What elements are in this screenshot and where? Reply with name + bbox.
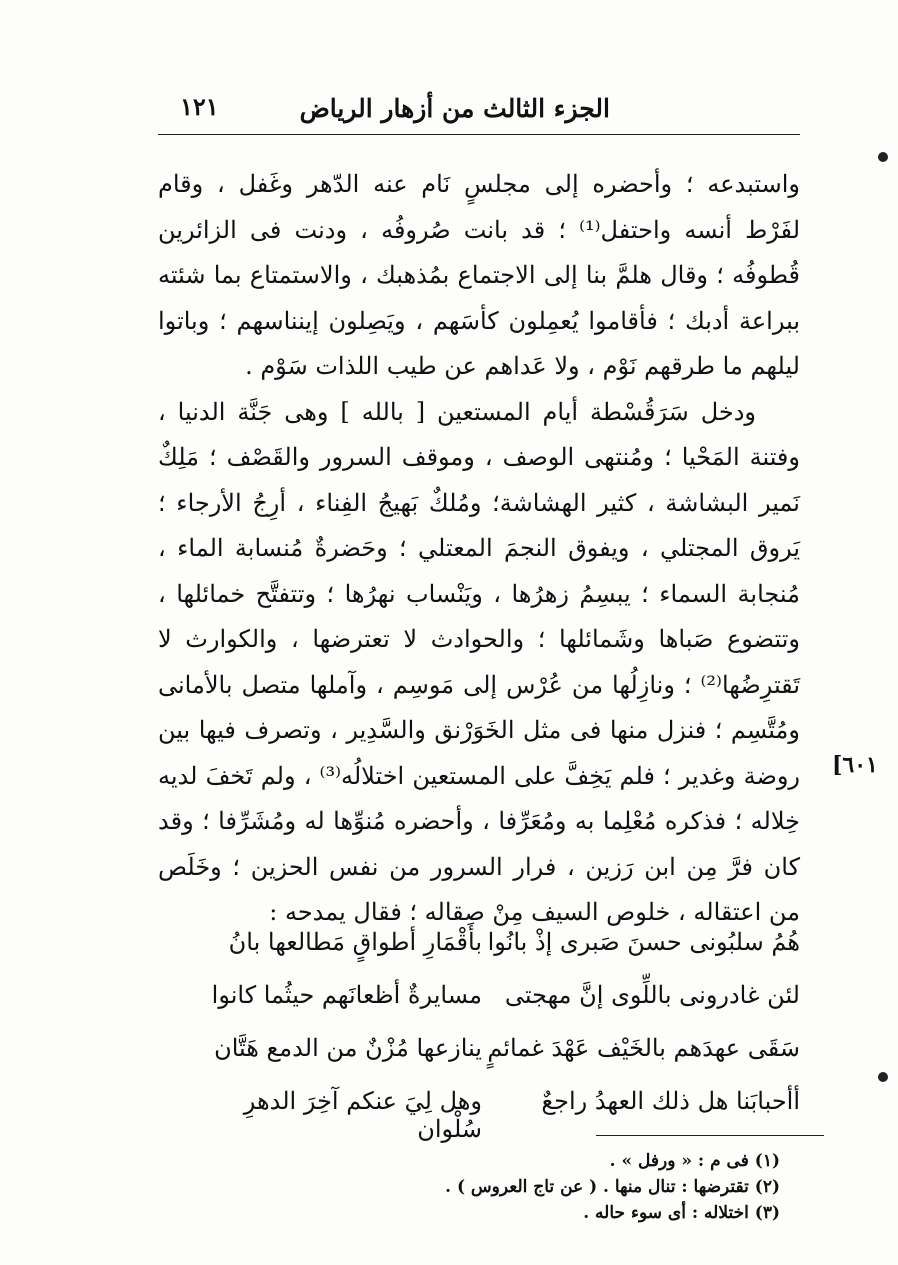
hemistich-first: سَقَى عهدَهم بالخَيْف عَهْدَ غمائمٍ	[487, 1034, 800, 1062]
hemistich-first: هُمُ سلبُونى حسنَ صَبرى إذْ بانُوا	[487, 928, 800, 956]
poem-verse	[190, 1034, 800, 1087]
page-number: ١٢١	[180, 92, 219, 121]
hemistich-second: مسايرةٌ أظعانَهم حيثُما كانوا	[211, 981, 482, 1009]
poem	[190, 928, 800, 1143]
paragraph: ودخل سَرَقُسْطة أيام المستعين [ بالله ] وهى جَنَّة الدنيا ، وفتنة المَحْيا ؛ ومُنتهى الوصف ، وموقف السرور والقَصْف ؛ مَلِكٌ نَمير البشاشة ، كثير الهشاشة؛ ومُلكٌ بَهيجُ الفِناء ، أرِجُ الأرجاء ؛ يَروق المجتلي ، ويفوق النجمَ المعتلي ؛ وحَضرةٌ مُنسابة الماء ، مُنجابة السماء ؛ يبسِمُ زهرُها ، ويَنْساب نهرُها ؛ وتتفتَّح خمائلها ، وتتضوع صَباها وشَمائلها ؛ والحوادث لا تعترضها ، والكوارث لا تَقترِضُها⁽²⁾ ؛ ونازِلُها من عُرْس إلى مَوسِم ، وآملها متصل بالأمانى ومُتَّسِم ؛ فنزل منها فى مثل الخَوَرْنق والسَّدِير ، وتصرف فيها بين روضة وغدير ؛ فلم يَخِفَّ على المستعين اختلالُه⁽³⁾ ، ولم تَخفَ لديه خِلاله ؛ فذكره مُعْلِما به ومُعَرِّفا ، وأحضره مُنوِّها له ومُشَرِّفا ؛ وقد كان فرَّ مِن ابن رَزين ، فرار السرور من نفس الحزين ؛ وخَلَص من اعتقاله ، خلوص السيف مِنْ صِقاله ؛ فقال يمدحه :	[158, 397, 800, 926]
poem-verse	[190, 928, 800, 981]
footnote-divider	[596, 1135, 824, 1136]
poem-verse	[190, 981, 800, 1034]
hemistich-second: ينازعها مُزْنٌ من الدمع هَتَّان	[214, 1034, 482, 1062]
margin-page-reference: [٦٠١	[832, 752, 878, 778]
hemistich-second: وهل لِيَ عنكم آخِرَ الدهرِ سُلْوان	[243, 1087, 482, 1143]
poem-verse	[190, 1087, 800, 1143]
margin-dot-top	[878, 152, 888, 162]
footnote: (١) فى م : « ورفل » .	[609, 1151, 780, 1171]
footnote: (٣) اختلاله : أى سوء حاله .	[583, 1203, 780, 1223]
running-title: الجزء الثالث من أزهار الرياض	[299, 94, 610, 123]
paragraph: واستبدعه ؛ وأحضره إلى مجلسٍ نَام عنه الدّهر وغَفل ، وقام لفَرْط أنسه واحتفل⁽¹⁾ ؛ قد بانت صُروفُه ، ودنت فى الزائرين قُطوفُه ؛ وقال هلمَّ بنا إلى الاجتماع بمُذهبك ، والاستمتاع بما شئته ببراعة أدبك ؛ فأقاموا يُعمِلون كأسَهم ، ويَصِلون إينناسهم ؛ وباتوا ليلهم ما طرقهم نَوْم ، ولا عَداهم عن طيب اللذات سَوْم .	[158, 170, 801, 380]
page-header	[158, 82, 800, 135]
hemistich-first: أأحبابَنا هل ذلك العهدُ راجعٌ	[541, 1087, 800, 1115]
margin-dot-bottom	[878, 1072, 888, 1082]
body-text	[158, 162, 800, 936]
footnotes	[250, 1148, 780, 1226]
footnote: (٢) تقترضها : تنال منها . ( عن تاج العروس ) .	[445, 1177, 780, 1197]
hemistich-first: لئن غادرونى باللِّوى إنَّ مهجتى	[504, 981, 800, 1009]
hemistich-second: بأقْمَارِ أطواقٍ مَطالعها بانُ	[228, 928, 482, 956]
